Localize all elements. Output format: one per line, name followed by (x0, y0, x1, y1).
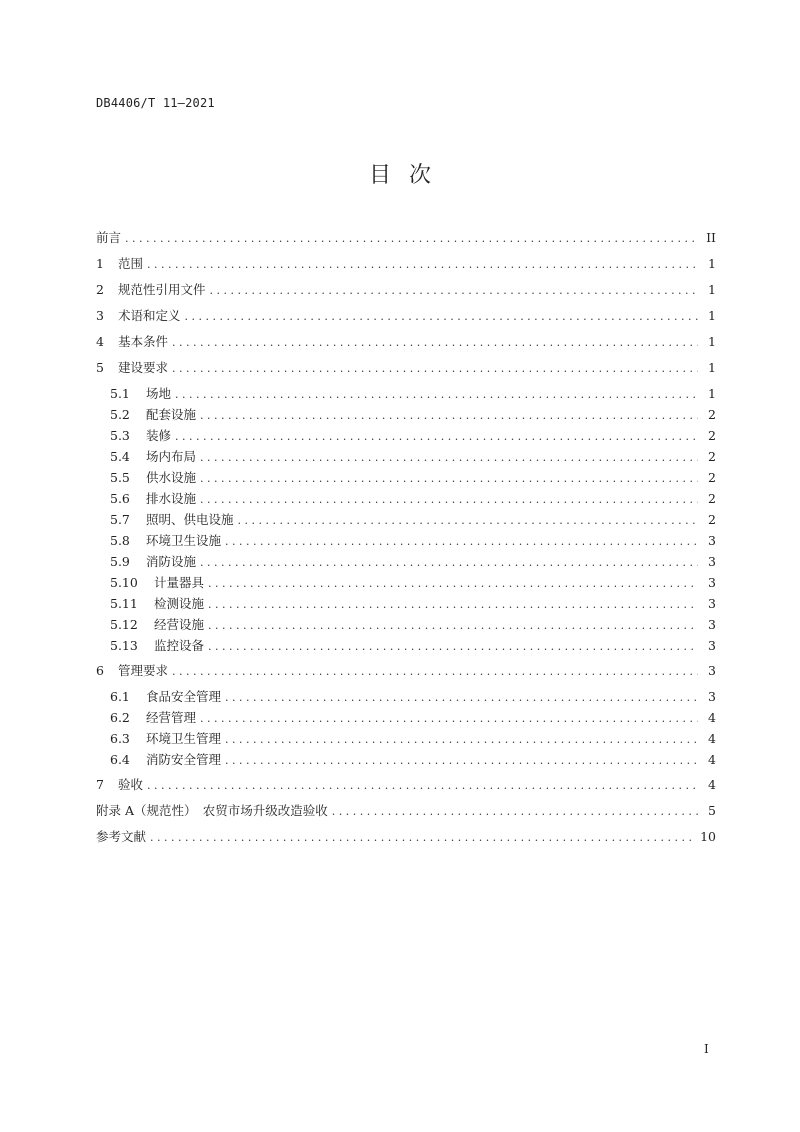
table-of-contents (96, 228, 716, 853)
dot-leader (175, 388, 698, 401)
toc-entry[interactable] (96, 468, 716, 489)
toc-entry-number: 5.10 (110, 575, 138, 590)
dot-leader (208, 598, 698, 611)
toc-entry-page: 2 (708, 470, 716, 485)
dot-leader (208, 577, 698, 590)
toc-entry-label: 环境卫生设施 (146, 533, 222, 548)
toc-entry[interactable] (96, 750, 716, 771)
toc-entry[interactable] (96, 405, 716, 426)
toc-entry-page: 3 (708, 617, 716, 632)
dot-leader (208, 640, 698, 653)
toc-entry-page: 4 (708, 777, 716, 792)
dot-leader (238, 514, 698, 527)
toc-entry[interactable] (96, 447, 716, 468)
dot-leader (225, 691, 698, 704)
toc-entry-label: 装修 (146, 428, 172, 443)
toc-entry-page: 4 (708, 752, 716, 767)
toc-entry-label: 附录 A（规范性） 农贸市场升级改造验收 (96, 803, 328, 818)
toc-entry[interactable] (96, 280, 716, 306)
toc-entry-number: 5 (96, 360, 104, 375)
toc-entry-label: 规范性引用文件 (118, 282, 206, 297)
dot-leader (332, 805, 698, 818)
toc-entry-number: 5.6 (110, 491, 130, 506)
toc-entry[interactable] (96, 510, 716, 531)
dot-leader (200, 409, 698, 422)
toc-entry-page: 3 (708, 596, 716, 611)
toc-entry-number: 5.1 (110, 386, 130, 401)
toc-entry[interactable] (96, 358, 716, 384)
dot-leader (208, 619, 698, 632)
toc-entry-label: 供水设施 (146, 470, 197, 485)
toc-entry-label: 消防安全管理 (146, 752, 222, 767)
toc-entry[interactable] (96, 661, 716, 687)
toc-entry[interactable] (96, 384, 716, 405)
toc-entry-page: 2 (708, 449, 716, 464)
toc-entry-number: 5.11 (110, 596, 138, 611)
toc-entry[interactable] (96, 594, 716, 615)
toc-entry[interactable] (96, 827, 716, 853)
document-code: DB4406/T 11—2021 (96, 96, 215, 110)
toc-entry-page: 3 (708, 663, 716, 678)
toc-entry-number: 5.2 (110, 407, 130, 422)
toc-entry-page: 2 (708, 512, 716, 527)
toc-entry-number: 3 (96, 308, 104, 323)
toc-entry[interactable] (96, 615, 716, 636)
dot-leader (210, 284, 698, 297)
toc-entry[interactable] (96, 426, 716, 447)
toc-entry-number: 7 (96, 777, 104, 792)
toc-entry-label: 配套设施 (146, 407, 197, 422)
dot-leader (150, 831, 696, 844)
toc-entry-label: 消防设施 (146, 554, 197, 569)
dot-leader (225, 754, 698, 767)
toc-entry-label: 计量器具 (154, 575, 205, 590)
toc-entry-label: 排水设施 (146, 491, 197, 506)
dot-leader (225, 733, 698, 746)
dot-leader (147, 258, 698, 271)
toc-entry-number: 5.4 (110, 449, 130, 464)
toc-entry-page: 2 (708, 428, 716, 443)
toc-entry[interactable] (96, 687, 716, 708)
toc-entry-label: 经营设施 (154, 617, 205, 632)
dot-leader (125, 232, 698, 245)
toc-entry-page: 3 (708, 575, 716, 590)
toc-entry-label: 监控设备 (154, 638, 205, 653)
toc-entry[interactable] (96, 306, 716, 332)
toc-entry-number: 6.1 (110, 689, 130, 704)
dot-leader (172, 336, 698, 349)
toc-entry-label: 场内布局 (146, 449, 197, 464)
toc-entry[interactable] (96, 489, 716, 510)
toc-entry-number: 4 (96, 334, 104, 349)
toc-entry-number: 5.5 (110, 470, 130, 485)
toc-entry-label: 经营管理 (146, 710, 197, 725)
toc-entry-page: 4 (708, 710, 716, 725)
toc-entry-page: 10 (700, 829, 716, 844)
toc-entry-label: 管理要求 (118, 663, 169, 678)
dot-leader (172, 362, 698, 375)
toc-entry-number: 6.3 (110, 731, 130, 746)
toc-entry-number: 6.4 (110, 752, 130, 767)
dot-leader (147, 779, 698, 792)
toc-entry-number: 5.9 (110, 554, 130, 569)
dot-leader (185, 310, 698, 323)
toc-entry-page: 1 (708, 282, 716, 297)
dot-leader (200, 451, 698, 464)
toc-entry-label: 场地 (146, 386, 172, 401)
page-title: 目次 (368, 163, 449, 188)
toc-entry[interactable] (96, 573, 716, 594)
dot-leader (200, 556, 698, 569)
toc-entry-label: 检测设施 (154, 596, 205, 611)
toc-entry-page: 4 (708, 731, 716, 746)
toc-entry-label: 前言 (96, 230, 122, 245)
toc-entry-number: 2 (96, 282, 104, 297)
toc-entry[interactable] (96, 801, 716, 827)
dot-leader (175, 430, 698, 443)
dot-leader (225, 535, 698, 548)
toc-entry-label: 基本条件 (118, 334, 169, 349)
toc-entry[interactable] (96, 708, 716, 729)
toc-entry-page: 5 (708, 803, 716, 818)
toc-entry-page: II (706, 230, 716, 245)
toc-entry-page: 3 (708, 533, 716, 548)
toc-entry-page: 2 (708, 491, 716, 506)
toc-entry-number: 5.12 (110, 617, 138, 632)
toc-entry-label: 食品安全管理 (146, 689, 222, 704)
toc-entry-page: 1 (708, 386, 716, 401)
toc-entry-number: 1 (96, 256, 104, 271)
toc-entry-page: 1 (708, 256, 716, 271)
page-number: I (704, 1042, 709, 1056)
toc-entry[interactable] (96, 729, 716, 750)
toc-entry-label: 建设要求 (118, 360, 169, 375)
toc-entry-page: 1 (708, 360, 716, 375)
toc-entry-number: 5.13 (110, 638, 138, 653)
toc-entry[interactable] (96, 636, 716, 657)
toc-entry[interactable] (96, 531, 716, 552)
toc-entry-number: 6.2 (110, 710, 130, 725)
toc-entry-page: 3 (708, 554, 716, 569)
toc-entry-page: 3 (708, 689, 716, 704)
dot-leader (200, 472, 698, 485)
toc-entry-label: 环境卫生管理 (146, 731, 222, 746)
toc-entry-page: 1 (708, 308, 716, 323)
toc-entry[interactable] (96, 254, 716, 280)
dot-leader (200, 493, 698, 506)
toc-entry-label: 照明、供电设施 (146, 512, 234, 527)
dot-leader (172, 665, 698, 678)
toc-entry-page: 3 (708, 638, 716, 653)
toc-entry[interactable] (96, 332, 716, 358)
dot-leader (200, 712, 698, 725)
toc-entry-number: 5.7 (110, 512, 130, 527)
toc-entry-page: 1 (708, 334, 716, 349)
toc-entry-label: 参考文献 (96, 829, 147, 844)
toc-entry[interactable] (96, 552, 716, 573)
toc-entry-label: 验收 (118, 777, 144, 792)
toc-entry-label: 术语和定义 (118, 308, 181, 323)
toc-entry-number: 6 (96, 663, 104, 678)
toc-entry-number: 5.3 (110, 428, 130, 443)
toc-entry-page: 2 (708, 407, 716, 422)
toc-entry[interactable] (96, 228, 716, 254)
toc-entry[interactable] (96, 775, 716, 801)
toc-entry-number: 5.8 (110, 533, 130, 548)
toc-entry-label: 范围 (118, 256, 144, 271)
